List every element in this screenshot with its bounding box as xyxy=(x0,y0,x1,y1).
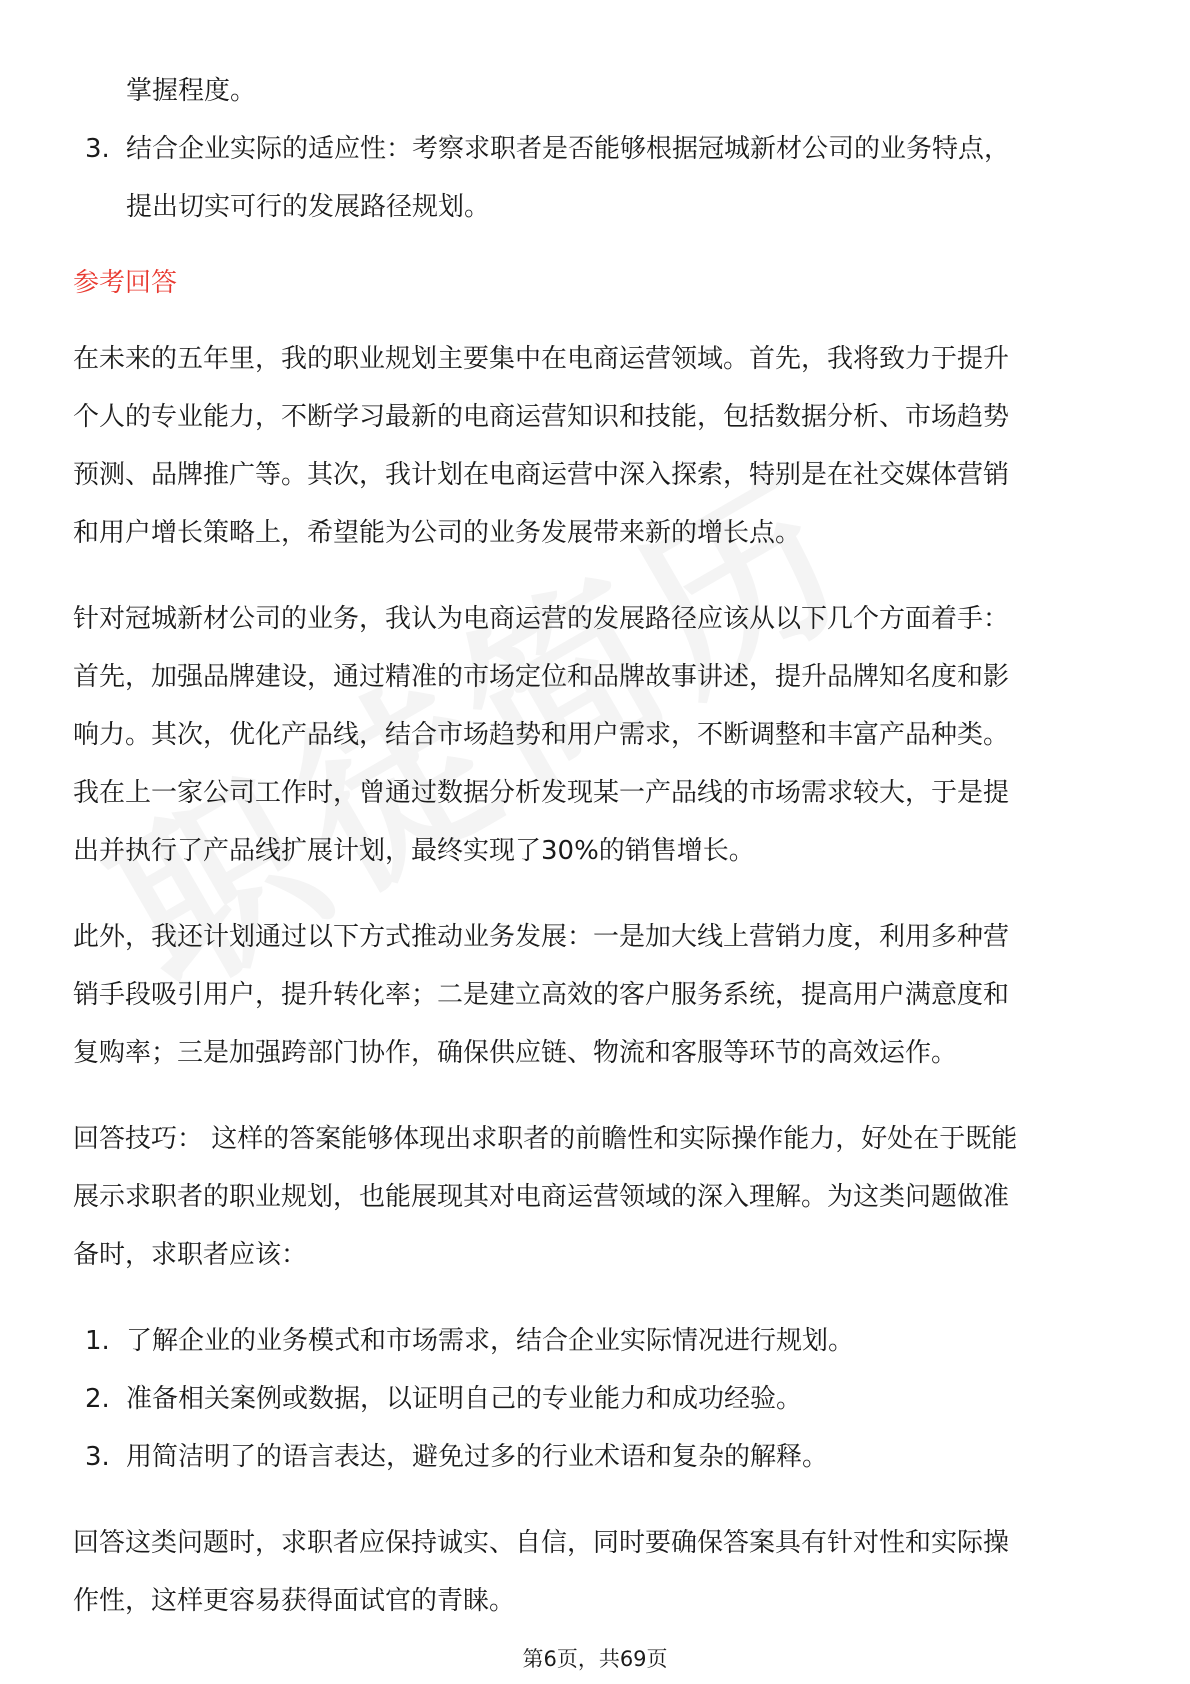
paragraph xyxy=(73,590,1123,880)
paragraph-line: 个人的专业能力，不断学习最新的电商运营知识和技能，包括数据分析、市场趋势 xyxy=(73,402,1010,432)
paragraph-line: 我在上一家公司工作时，曾通过数据分析发现某一产品线的市场需求较大，于是提 xyxy=(73,778,1010,808)
paragraph-line: 此外，我还计划通过以下方式推动业务发展：一是加大线上营销力度，利用多种营 xyxy=(73,922,1010,952)
paragraph xyxy=(73,908,1123,1082)
paragraph xyxy=(73,330,1123,562)
list-item-text: 结合企业实际的适应性：考察求职者是否能够根据冠城新材公司的业务特点， xyxy=(126,134,1011,164)
list-number: 3. xyxy=(85,134,110,164)
paragraph-line: 备时，求职者应该： xyxy=(73,1240,308,1270)
list-item xyxy=(73,1428,1123,1486)
paragraph-line: 预测、品牌推广等。其次，我计划在电商运营中深入探索，特别是在社交媒体营销 xyxy=(73,460,1010,490)
list-number: 2. xyxy=(85,1384,110,1414)
paragraph-line: 首先，加强品牌建设，通过精准的市场定位和品牌故事讲述，提升品牌知名度和影 xyxy=(73,662,1010,692)
paragraph-line: 和用户增长策略上，希望能为公司的业务发展带来新的增长点。 xyxy=(73,518,802,548)
paragraph-line: 作性，这样更容易获得面试官的青睐。 xyxy=(73,1586,516,1616)
section-title: 参考回答 xyxy=(73,268,178,298)
list-number: 3. xyxy=(85,1442,110,1472)
paragraph xyxy=(73,1110,1123,1284)
list-item-text: 提出切实可行的发展路径规划。 xyxy=(126,192,491,222)
list-item xyxy=(73,1312,1123,1370)
paragraph-line: 针对冠城新材公司的业务，我认为电商运营的发展路径应该从以下几个方面着手： xyxy=(73,604,1010,634)
list-item-3 xyxy=(73,120,1123,236)
list-number: 1. xyxy=(85,1326,110,1356)
paragraph xyxy=(73,1514,1123,1630)
list-item-text: 准备相关案例或数据，以证明自己的专业能力和成功经验。 xyxy=(126,1384,803,1414)
document-body xyxy=(73,62,1123,1630)
paragraph-line: 出并执行了产品线扩展计划，最终实现了30%的销售增长。 xyxy=(73,836,755,866)
list-item-continuation: 掌握程度。 xyxy=(126,76,257,106)
list-item xyxy=(73,1370,1123,1428)
tips-list xyxy=(73,1312,1123,1486)
paragraph-line: 销手段吸引用户，提升转化率；二是建立高效的客户服务系统，提高用户满意度和 xyxy=(73,980,1010,1010)
paragraph-line: 复购率；三是加强跨部门协作，确保供应链、物流和客服等环节的高效运作。 xyxy=(73,1038,958,1068)
paragraph-line: 回答技巧： 这样的答案能够体现出求职者的前瞻性和实际操作能力，好处在于既能 xyxy=(73,1124,1018,1154)
list-item-text: 用简洁明了的语言表达，避免过多的行业术语和复杂的解释。 xyxy=(126,1442,829,1472)
page-footer: 第6页，共69页 xyxy=(522,1647,668,1671)
paragraph-line: 展示求职者的职业规划，也能展现其对电商运营领域的深入理解。为这类问题做准 xyxy=(73,1182,1010,1212)
paragraph-line: 在未来的五年里，我的职业规划主要集中在电商运营领域。首先，我将致力于提升 xyxy=(73,344,1010,374)
list-item-text: 了解企业的业务模式和市场需求，结合企业实际情况进行规划。 xyxy=(126,1326,855,1356)
paragraph-line: 响力。其次，优化产品线，结合市场趋势和用户需求，不断调整和丰富产品种类。 xyxy=(73,720,1010,750)
paragraph-line: 回答这类问题时，求职者应保持诚实、自信，同时要确保答案具有针对性和实际操 xyxy=(73,1528,1010,1558)
